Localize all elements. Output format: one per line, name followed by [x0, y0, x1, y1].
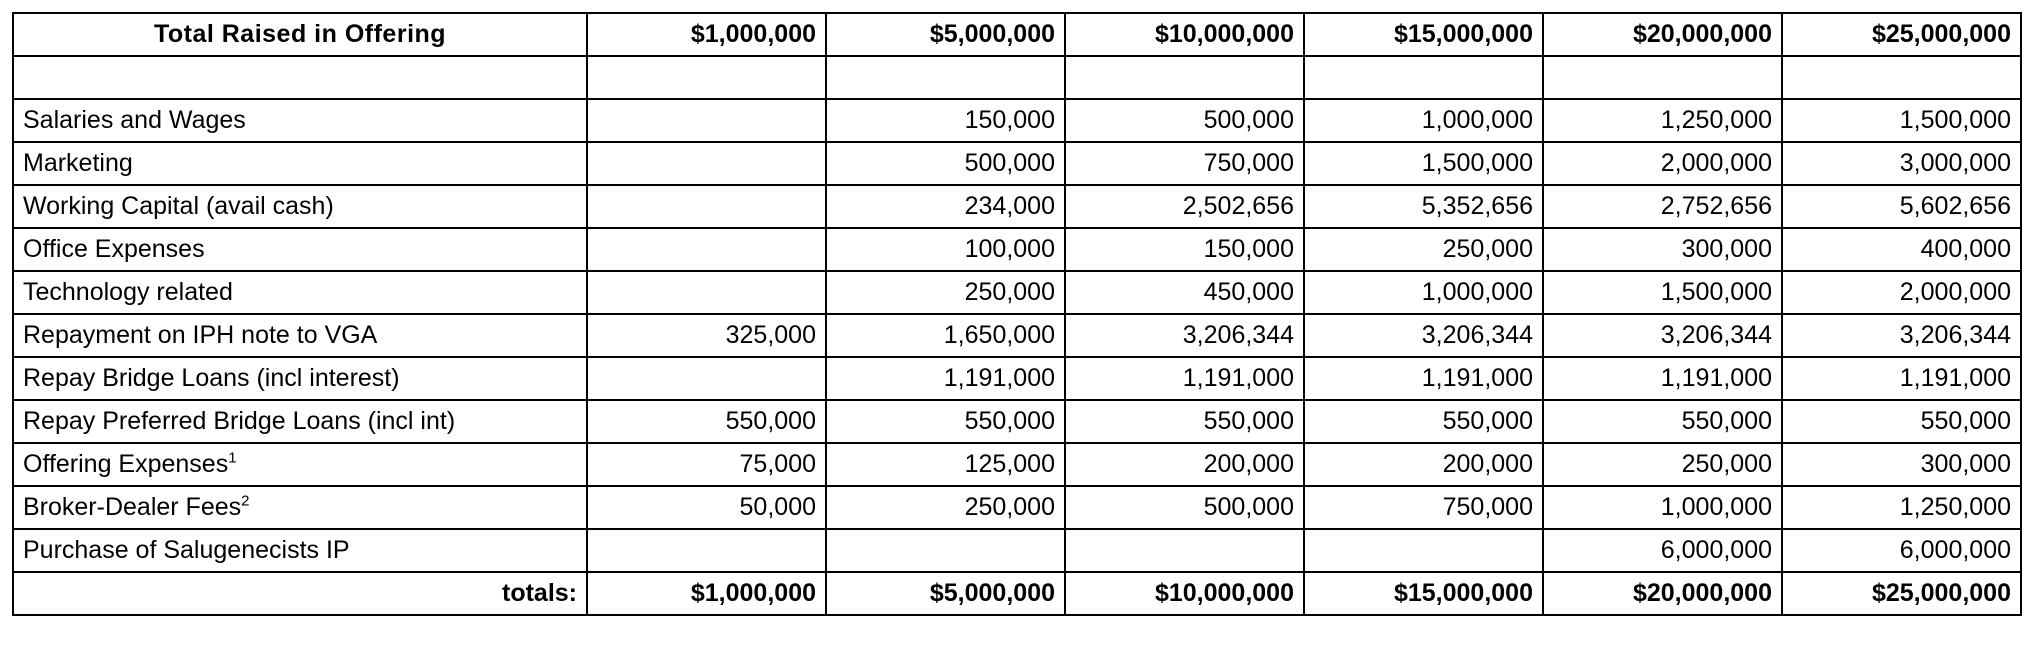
- totals-col-5: $20,000,000: [1543, 572, 1782, 615]
- cell-value: 550,000: [826, 400, 1065, 443]
- cell-value: 1,500,000: [1782, 99, 2021, 142]
- row-label-text: Repay Preferred Bridge Loans (incl int): [23, 406, 456, 435]
- table-header: [13, 13, 2021, 56]
- spacer-cell: [1543, 56, 1782, 99]
- cell-value: [1304, 529, 1543, 572]
- cell-value: 3,000,000: [1782, 142, 2021, 185]
- cell-value: 3,206,344: [1304, 314, 1543, 357]
- row-label: [13, 357, 587, 400]
- cell-value: 3,206,344: [1065, 314, 1304, 357]
- table-row: [13, 314, 2021, 357]
- cell-value: 2,752,656: [1543, 185, 1782, 228]
- table-footer: [13, 572, 2021, 615]
- spacer-cell: [13, 56, 587, 99]
- row-label: [13, 271, 587, 314]
- cell-value: 1,191,000: [1543, 357, 1782, 400]
- spacer-cell: [1065, 56, 1304, 99]
- header-col-1: $1,000,000: [587, 13, 826, 56]
- cell-value: 100,000: [826, 228, 1065, 271]
- table-body: [13, 56, 2021, 572]
- header-label: Total Raised in Offering: [13, 13, 587, 56]
- table-row: [13, 228, 2021, 271]
- row-label-text: Broker-Dealer Fees: [23, 492, 242, 521]
- totals-col-4: $15,000,000: [1304, 572, 1543, 615]
- cell-value: 300,000: [1543, 228, 1782, 271]
- cell-value: 1,500,000: [1304, 142, 1543, 185]
- spacer-cell: [826, 56, 1065, 99]
- cell-value: [587, 271, 826, 314]
- totals-col-6: $25,000,000: [1782, 572, 2021, 615]
- row-label-text: Technology related: [23, 277, 233, 306]
- cell-value: [587, 185, 826, 228]
- totals-col-2: $5,000,000: [826, 572, 1065, 615]
- header-row: [13, 13, 2021, 56]
- cell-value: [587, 99, 826, 142]
- row-label-text: Working Capital (avail cash): [23, 191, 334, 220]
- cell-value: 250,000: [826, 486, 1065, 529]
- cell-value: 300,000: [1782, 443, 2021, 486]
- cell-value: 550,000: [1543, 400, 1782, 443]
- cell-value: 150,000: [826, 99, 1065, 142]
- cell-value: 3,206,344: [1543, 314, 1782, 357]
- cell-value: 1,191,000: [826, 357, 1065, 400]
- header-col-6: $25,000,000: [1782, 13, 2021, 56]
- cell-value: 325,000: [587, 314, 826, 357]
- cell-value: 550,000: [1782, 400, 2021, 443]
- cell-value: 50,000: [587, 486, 826, 529]
- cell-value: 2,502,656: [1065, 185, 1304, 228]
- cell-value: 1,191,000: [1304, 357, 1543, 400]
- cell-value: 3,206,344: [1782, 314, 2021, 357]
- table-row: [13, 400, 2021, 443]
- cell-value: [826, 529, 1065, 572]
- totals-row: [13, 572, 2021, 615]
- header-col-2: $5,000,000: [826, 13, 1065, 56]
- cell-value: 500,000: [1065, 99, 1304, 142]
- header-col-5: $20,000,000: [1543, 13, 1782, 56]
- spacer-cell: [1782, 56, 2021, 99]
- cell-value: 250,000: [1543, 443, 1782, 486]
- cell-value: 1,650,000: [826, 314, 1065, 357]
- cell-value: 750,000: [1065, 142, 1304, 185]
- cell-value: 500,000: [826, 142, 1065, 185]
- cell-value: 1,191,000: [1065, 357, 1304, 400]
- table-row: [13, 357, 2021, 400]
- row-label-text: Offering Expenses: [23, 449, 229, 478]
- cell-value: 200,000: [1065, 443, 1304, 486]
- cell-value: 550,000: [587, 400, 826, 443]
- spacer-cell: [1304, 56, 1543, 99]
- cell-value: 550,000: [1304, 400, 1543, 443]
- cell-value: [1065, 529, 1304, 572]
- cell-value: 500,000: [1065, 486, 1304, 529]
- cell-value: [587, 529, 826, 572]
- cell-value: 200,000: [1304, 443, 1543, 486]
- row-label: [13, 443, 587, 486]
- cell-value: 150,000: [1065, 228, 1304, 271]
- footnote-marker: 1: [228, 449, 237, 467]
- row-label-text: Office Expenses: [23, 234, 205, 263]
- totals-label: totals:: [13, 572, 587, 615]
- footnote-marker: 2: [241, 492, 250, 510]
- row-label-text: Purchase of Salugenecists IP: [23, 535, 350, 564]
- table-row: [13, 142, 2021, 185]
- table-row: [13, 271, 2021, 314]
- cell-value: 550,000: [1065, 400, 1304, 443]
- cell-value: 2,000,000: [1782, 271, 2021, 314]
- row-label-text: Marketing: [23, 148, 133, 177]
- header-col-4: $15,000,000: [1304, 13, 1543, 56]
- totals-col-1: $1,000,000: [587, 572, 826, 615]
- use-of-proceeds-sheet: [12, 12, 2020, 616]
- table-row: [13, 486, 2021, 529]
- cell-value: 1,000,000: [1304, 99, 1543, 142]
- cell-value: 75,000: [587, 443, 826, 486]
- totals-col-3: $10,000,000: [1065, 572, 1304, 615]
- row-label: [13, 314, 587, 357]
- row-label: [13, 99, 587, 142]
- row-label: [13, 228, 587, 271]
- cell-value: 1,250,000: [1782, 486, 2021, 529]
- cell-value: 400,000: [1782, 228, 2021, 271]
- table-row: [13, 529, 2021, 572]
- cell-value: 1,191,000: [1782, 357, 2021, 400]
- cell-value: 5,602,656: [1782, 185, 2021, 228]
- cell-value: [587, 357, 826, 400]
- cell-value: 1,000,000: [1304, 271, 1543, 314]
- row-label-text: Repay Bridge Loans (incl interest): [23, 363, 400, 392]
- row-label: [13, 142, 587, 185]
- table-row: [13, 99, 2021, 142]
- cell-value: [587, 142, 826, 185]
- table-row: [13, 185, 2021, 228]
- cell-value: 250,000: [1304, 228, 1543, 271]
- cell-value: 450,000: [1065, 271, 1304, 314]
- cell-value: 1,250,000: [1543, 99, 1782, 142]
- row-label: [13, 486, 587, 529]
- table-row: [13, 443, 2021, 486]
- spacer-cell: [587, 56, 826, 99]
- row-label-text: Salaries and Wages: [23, 105, 246, 134]
- cell-value: 2,000,000: [1543, 142, 1782, 185]
- header-col-3: $10,000,000: [1065, 13, 1304, 56]
- row-label: [13, 529, 587, 572]
- cell-value: 234,000: [826, 185, 1065, 228]
- cell-value: 6,000,000: [1782, 529, 2021, 572]
- use-of-proceeds-table: [12, 12, 2022, 616]
- cell-value: 6,000,000: [1543, 529, 1782, 572]
- cell-value: 250,000: [826, 271, 1065, 314]
- row-label: [13, 185, 587, 228]
- cell-value: 750,000: [1304, 486, 1543, 529]
- cell-value: 125,000: [826, 443, 1065, 486]
- spacer-row: [13, 56, 2021, 99]
- cell-value: 1,000,000: [1543, 486, 1782, 529]
- row-label-text: Repayment on IPH note to VGA: [23, 320, 378, 349]
- cell-value: [587, 228, 826, 271]
- cell-value: 1,500,000: [1543, 271, 1782, 314]
- row-label: [13, 400, 587, 443]
- cell-value: 5,352,656: [1304, 185, 1543, 228]
